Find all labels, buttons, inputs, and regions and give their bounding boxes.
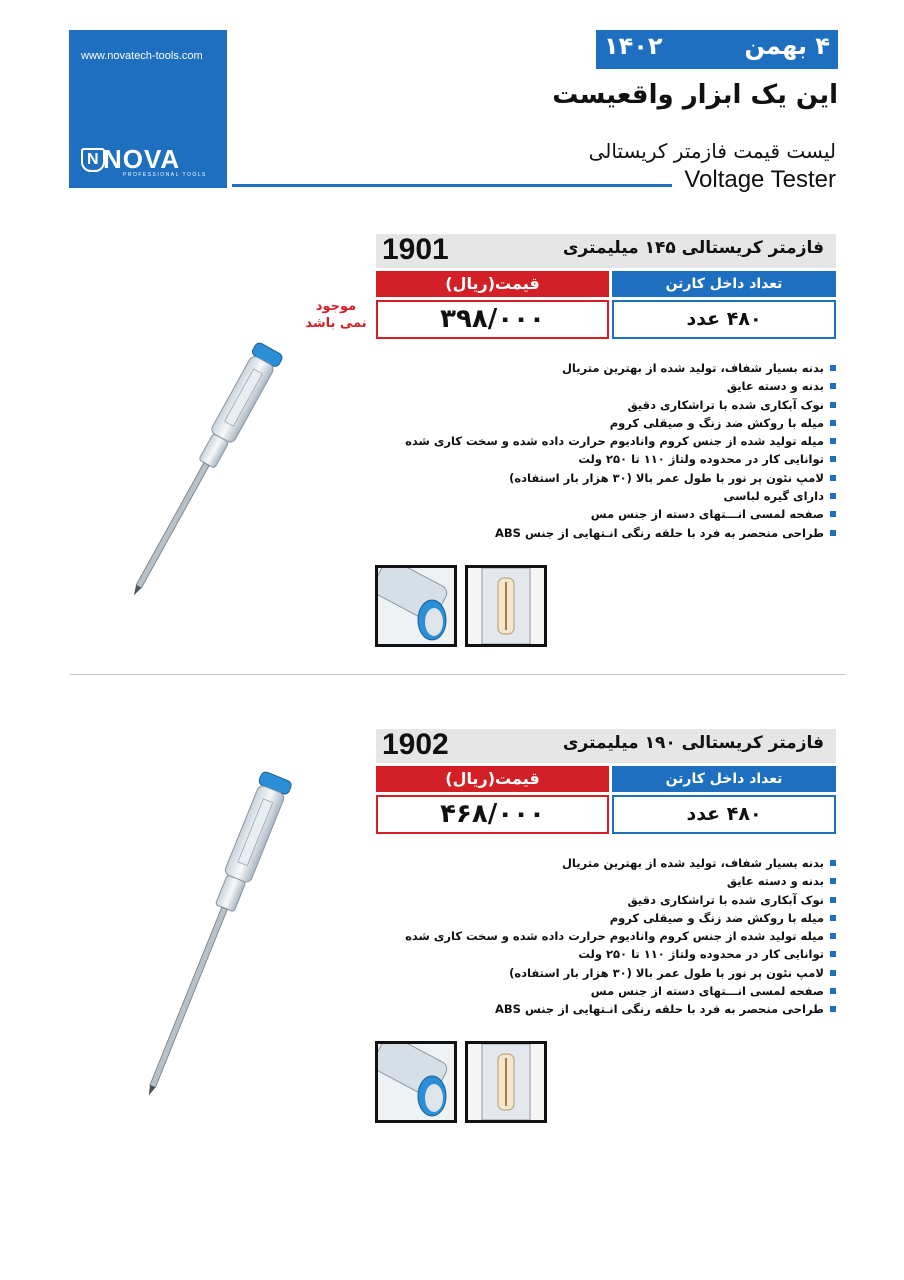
feature-item: میله با روکش ضد زنگ و صیقلی کروم [416,909,836,927]
feature-list [405,854,836,1019]
header-rule [232,184,672,187]
product-name: فازمتر کریستالی ۱۴۵ میلیمتری [562,238,824,258]
feature-item: توانایی کار در محدوده ولتاژ ۱۱۰ تا ۲۵۰ ولت [416,450,836,468]
feature-item: طراحی منحصر به فرد با حلقه رنگی انـتهایی از جنس ABS [416,524,836,542]
price-label: قیمت(ریال) [376,271,609,297]
section-divider [70,674,846,675]
carton-qty-value: ۴۸۰ عدد [612,300,836,339]
carton-qty-value: ۴۸۰ عدد [612,795,836,834]
feature-item: توانایی کار در محدوده ولتاژ ۱۱۰ تا ۲۵۰ ولت [416,945,836,963]
brand-tagline: PROFESSIONAL TOOLS [123,172,207,178]
feature-item: نوک آبکاری شده با تراشکاری دقیق [416,396,836,414]
price-value: ۳۹۸/۰۰۰ [376,300,609,339]
voltage-tester-image [92,334,302,604]
detail-thumbnail-cap [375,1041,457,1123]
product-card-1902 [0,729,904,1159]
feature-item: بدنه بسیار شفاف، تولید شده از بهترین متریال [416,359,836,377]
shield-icon: N [81,148,105,172]
date-day: ۴ بهمن [744,32,830,60]
brand-logo-panel [69,30,227,188]
feature-item: بدنه و دسته عایق [416,377,836,395]
feature-item: میله تولید شده از جنس کروم وانادیوم حرارت داده شده و سخت کاری شده [416,432,836,450]
feature-item: صفحه لمسی انـــتهای دسته از جنس مس [416,505,836,523]
feature-item: میله تولید شده از جنس کروم وانادیوم حرارت داده شده و سخت کاری شده [416,927,836,945]
feature-item: نوک آبکاری شده با تراشکاری دقیق [416,891,836,909]
detail-thumbnail-lamp [465,1041,547,1123]
feature-item: میله با روکش ضد زنگ و صیقلی کروم [416,414,836,432]
feature-item: لامپ نئون پر نور با طول عمر بالا (۳۰ هزار بار استفاده) [416,469,836,487]
product-code: 1902 [382,728,449,761]
stock-status-line: موجود [315,299,357,314]
page-subtitle-en: Voltage Tester [684,166,836,193]
voltage-tester-image [70,769,350,1109]
date-year: ۱۴۰۲ [604,32,663,60]
product-name: فازمتر کریستالی ۱۹۰ میلیمتری [562,733,824,753]
date-banner [596,30,838,69]
feature-list [405,359,836,542]
feature-item: صفحه لمسی انـــتهای دسته از جنس مس [416,982,836,1000]
carton-qty-label: تعداد داخل کارتن [612,766,836,792]
price-value: ۴۶۸/۰۰۰ [376,795,609,834]
website-url[interactable]: www.novatech-tools.com [81,50,203,62]
detail-thumbnail-cap [375,565,457,647]
product-title-bar [376,729,836,763]
feature-item: دارای گیره لباسی [416,487,836,505]
detail-thumbnail-lamp [465,565,547,647]
nova-logo [81,144,217,178]
feature-item: لامپ نئون پر نور با طول عمر بالا (۳۰ هزار بار استفاده) [416,964,836,982]
page-title: لیست قیمت فازمتر کریستالی [588,139,836,163]
product-code: 1901 [382,233,449,266]
feature-item: بدنه بسیار شفاف، تولید شده از بهترین متریال [416,854,836,872]
carton-qty-label: تعداد داخل کارتن [612,271,836,297]
price-label: قیمت(ریال) [376,766,609,792]
product-card-1901 [0,234,904,664]
feature-item: بدنه و دسته عایق [416,872,836,890]
stock-status [300,298,372,332]
feature-item: طراحی منحصر به فرد با حلقه رنگی انـتهایی از جنس ABS [416,1000,836,1018]
product-title-bar [376,234,836,268]
tagline: این یک ابزار واقعیست [552,80,838,110]
brand-name: NOVA [103,144,181,174]
stock-status-line: نمی باشد [305,316,367,331]
